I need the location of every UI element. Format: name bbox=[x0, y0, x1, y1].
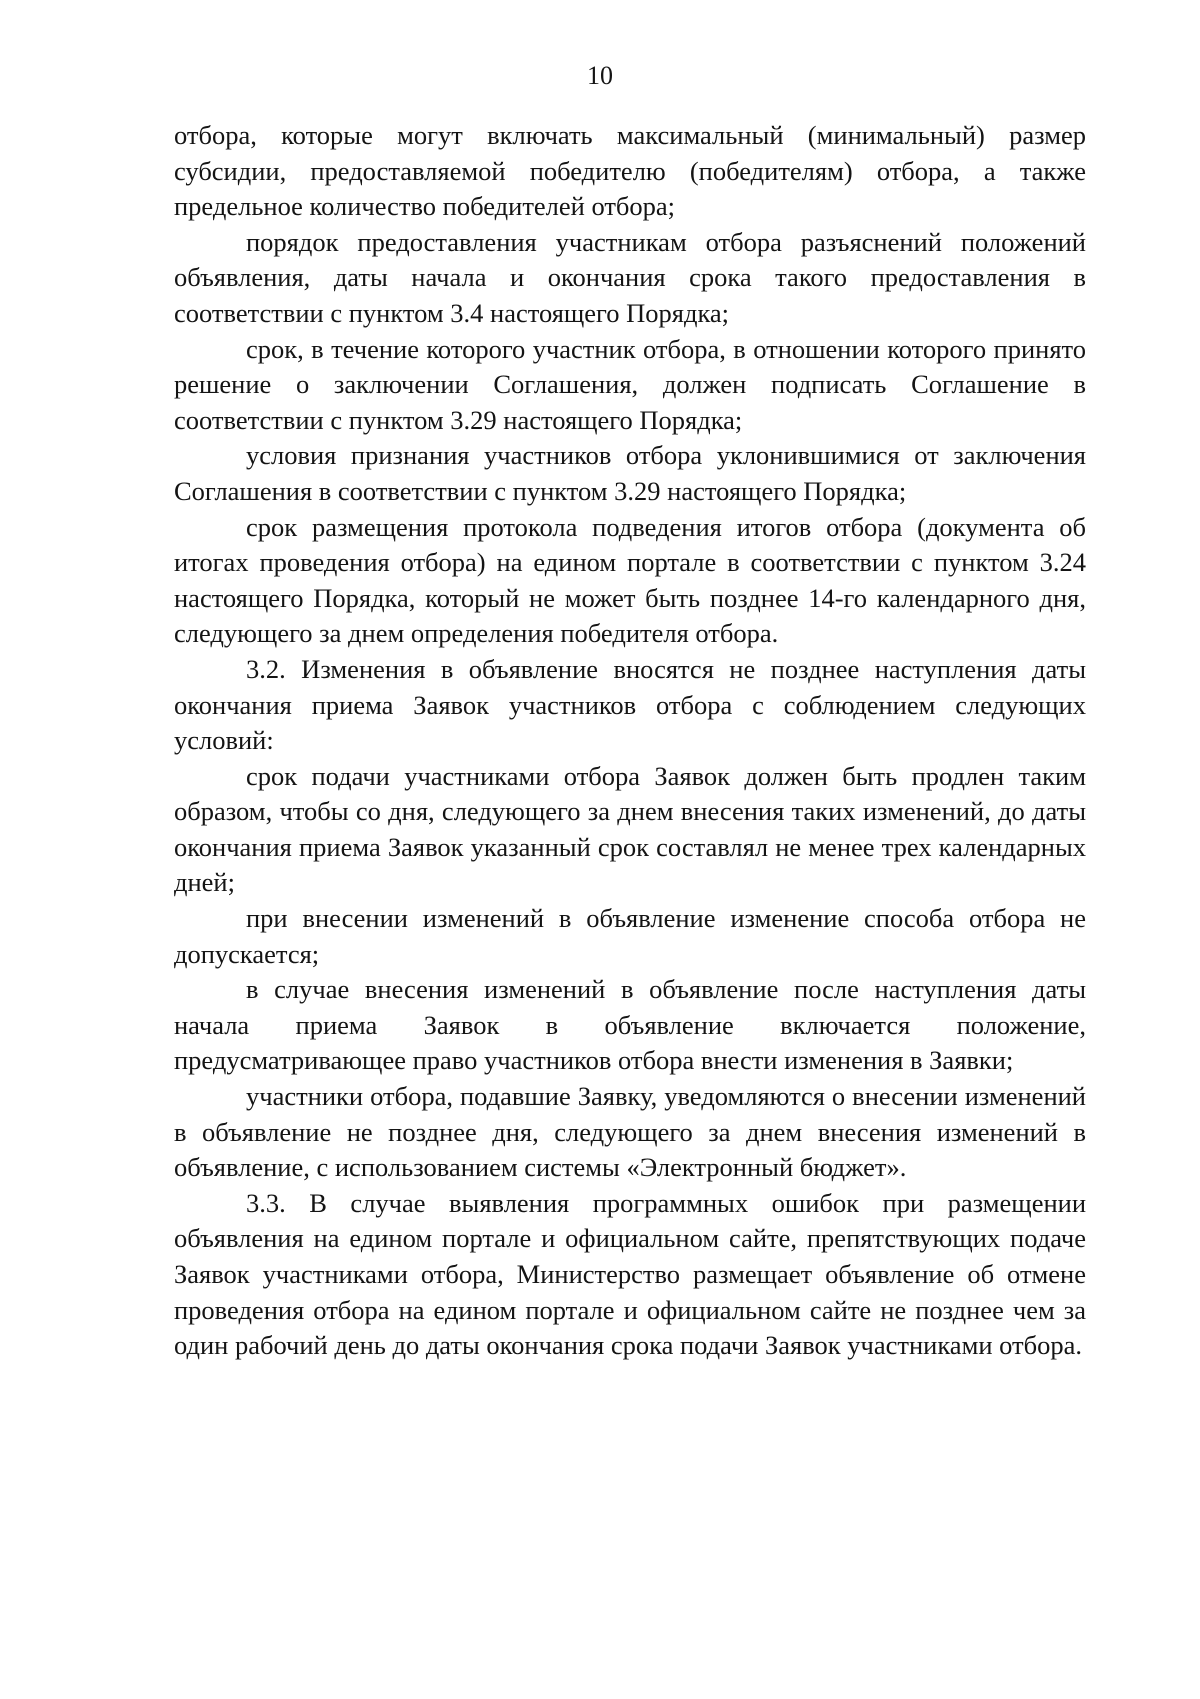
document-body bbox=[174, 118, 1086, 1364]
paragraph: 3.3. В случае выявления программных ошибок при размещении объявления на едином портале и официальном сайте, препятствующих подаче Заявок участниками отбора, Министерство размещает объявление об отмене проведения отбора на едином портале и официальном сайте не позднее чем за один рабочий день до даты окончания срока подачи Заявок участниками отбора. bbox=[174, 1187, 1086, 1361]
paragraph: срок, в течение которого участник отбора, в отношении которого принято решение о заключении Соглашения, должен подписать Соглашение в соответствии с пунктом 3.29 настоящего Порядка; bbox=[174, 333, 1086, 435]
paragraph: в случае внесения изменений в объявление после наступления даты начала приема Заявок в объявление включается положение, предусматривающее право участников отбора внести изменения в Заявки; bbox=[174, 974, 1086, 1076]
paragraph: при внесении изменений в объявление изменение способа отбора не допускается; bbox=[174, 903, 1086, 969]
paragraph: 3.2. Изменения в объявление вносятся не позднее наступления даты окончания приема Заявок участников отбора с соблюдением следующих условий: bbox=[174, 653, 1086, 756]
page-number: 10 bbox=[587, 61, 613, 90]
paragraph: условия признания участников отбора уклонившимися от заключения Соглашения в соответствии с пунктом 3.29 настоящего Порядка; bbox=[174, 440, 1086, 506]
paragraph: отбора, которые могут включать максимальный (минимальный) размер субсидии, предоставляемой победителю (победителям) отбора, а также предельное количество победителей отбора; bbox=[174, 120, 1086, 222]
paragraph: срок размещения протокола подведения итогов отбора (документа об итогах проведения отбора) на едином портале в соответствии с пунктом 3.24 настоящего Порядка, который не может быть позднее 14-го календарного дня, следующего за днем определения победителя отбора. bbox=[174, 511, 1086, 649]
paragraph: порядок предоставления участникам отбора разъяснений положений объявления, даты начала и окончания срока такого предоставления в соответствии с пунктом 3.4 настоящего Порядка; bbox=[174, 226, 1086, 328]
paragraph: срок подачи участниками отбора Заявок должен быть продлен таким образом, чтобы со дня, следующего за днем внесения таких изменений, до даты окончания приема Заявок указанный срок составлял не менее трех календарных дней; bbox=[174, 760, 1086, 898]
paragraph: участники отбора, подавшие Заявку, уведомляются о внесении изменений в объявление не позднее дня, следующего за днем внесения изменений в объявление, с использованием системы «Электронный бюджет». bbox=[174, 1081, 1086, 1183]
